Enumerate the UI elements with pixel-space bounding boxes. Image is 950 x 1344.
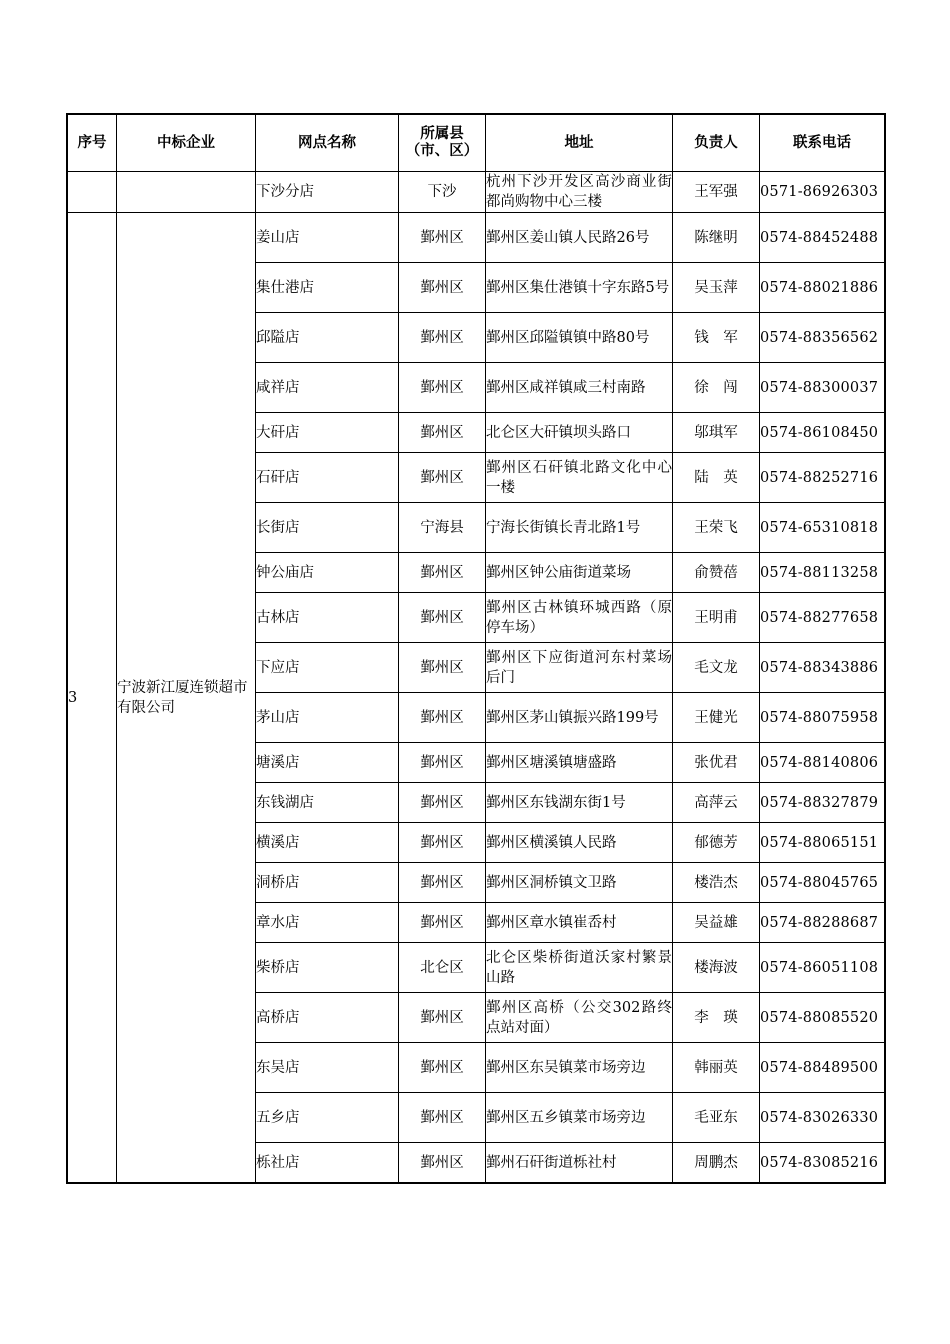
manager-cell: 张优君 <box>673 743 760 783</box>
address-cell: 鄞州区章水镇崔岙村 <box>486 903 673 943</box>
district-cell: 鄞州区 <box>399 453 486 503</box>
outlet-cell: 长街店 <box>256 503 399 553</box>
manager-cell: 陆 英 <box>673 453 760 503</box>
outlet-cell: 柴桥店 <box>256 943 399 993</box>
outlet-cell: 下应店 <box>256 643 399 693</box>
phone-cell: 0574-88140806 <box>760 743 886 783</box>
outlet-cell: 石矸店 <box>256 453 399 503</box>
outlet-cell: 邱隘店 <box>256 313 399 363</box>
outlet-cell: 钟公庙店 <box>256 553 399 593</box>
outlet-cell: 咸祥店 <box>256 363 399 413</box>
address-cell: 鄞州区邱隘镇镇中路80号 <box>486 313 673 363</box>
address-cell: 鄞州区咸祥镇咸三村南路 <box>486 363 673 413</box>
district-cell: 北仑区 <box>399 943 486 993</box>
address-cell: 鄞州区古林镇环城西路（原停车场） <box>486 593 673 643</box>
address-cell: 鄞州石矸街道栎社村 <box>486 1143 673 1184</box>
district-cell: 鄞州区 <box>399 823 486 863</box>
address-cell: 鄞州区石矸镇北路文化中心一楼 <box>486 453 673 503</box>
phone-cell: 0574-88356562 <box>760 313 886 363</box>
district-cell: 鄞州区 <box>399 313 486 363</box>
header-row <box>67 114 885 172</box>
phone-cell: 0574-88327879 <box>760 783 886 823</box>
outlet-cell: 姜山店 <box>256 213 399 263</box>
outlet-cell: 东钱湖店 <box>256 783 399 823</box>
address-cell: 鄞州区姜山镇人民路26号 <box>486 213 673 263</box>
manager-cell: 楼浩杰 <box>673 863 760 903</box>
district-cell: 下沙 <box>399 172 486 213</box>
district-cell: 鄞州区 <box>399 553 486 593</box>
manager-cell: 王健光 <box>673 693 760 743</box>
phone-cell: 0574-65310818 <box>760 503 886 553</box>
manager-cell: 吴玉萍 <box>673 263 760 313</box>
phone-cell: 0574-88452488 <box>760 213 886 263</box>
outlet-cell: 洞桥店 <box>256 863 399 903</box>
address-cell: 鄞州区五乡镇菜市场旁边 <box>486 1093 673 1143</box>
district-cell: 宁海县 <box>399 503 486 553</box>
address-cell: 鄞州区茅山镇振兴路199号 <box>486 693 673 743</box>
enterprise-cell: 宁波新江厦连锁超市有限公司 <box>117 213 256 1184</box>
outlet-cell: 塘溪店 <box>256 743 399 783</box>
phone-cell: 0574-83085216 <box>760 1143 886 1184</box>
manager-cell: 邬琪军 <box>673 413 760 453</box>
outlet-cell: 东吴店 <box>256 1043 399 1093</box>
manager-cell: 郁德芳 <box>673 823 760 863</box>
manager-cell: 李 瑛 <box>673 993 760 1043</box>
district-cell: 鄞州区 <box>399 1143 486 1184</box>
phone-cell: 0574-88085520 <box>760 993 886 1043</box>
header-address: 地址 <box>486 114 673 172</box>
header-outlet: 网点名称 <box>256 114 399 172</box>
phone-cell: 0574-88021886 <box>760 263 886 313</box>
manager-cell: 俞赞蓓 <box>673 553 760 593</box>
phone-cell: 0574-88252716 <box>760 453 886 503</box>
header-district: 所属县（市、区） <box>399 114 486 172</box>
address-cell: 北仑区大矸镇坝头路口 <box>486 413 673 453</box>
district-cell: 鄞州区 <box>399 363 486 413</box>
manager-cell: 吴益雄 <box>673 903 760 943</box>
seq-cell <box>67 172 117 213</box>
outlet-cell: 章水店 <box>256 903 399 943</box>
outlet-cell: 大矸店 <box>256 413 399 453</box>
outlet-cell: 五乡店 <box>256 1093 399 1143</box>
address-cell: 鄞州区东钱湖东街1号 <box>486 783 673 823</box>
seq-cell: 3 <box>67 213 117 1184</box>
district-cell: 鄞州区 <box>399 903 486 943</box>
outlet-cell: 下沙分店 <box>256 172 399 213</box>
phone-cell: 0574-88489500 <box>760 1043 886 1093</box>
manager-cell: 周鹏杰 <box>673 1143 760 1184</box>
district-cell: 鄞州区 <box>399 993 486 1043</box>
district-cell: 鄞州区 <box>399 593 486 643</box>
address-cell: 鄞州区洞桥镇文卫路 <box>486 863 673 903</box>
district-cell: 鄞州区 <box>399 1093 486 1143</box>
outlet-cell: 古林店 <box>256 593 399 643</box>
manager-cell: 徐 闯 <box>673 363 760 413</box>
phone-cell: 0574-88113258 <box>760 553 886 593</box>
district-cell: 鄞州区 <box>399 263 486 313</box>
address-cell: 杭州下沙开发区高沙商业街都尚购物中心三楼 <box>486 172 673 213</box>
phone-cell: 0574-86051108 <box>760 943 886 993</box>
address-cell: 北仑区柴桥街道沃家村繁景山路 <box>486 943 673 993</box>
phone-cell: 0574-86108450 <box>760 413 886 453</box>
address-cell: 鄞州区集仕港镇十字东路5号 <box>486 263 673 313</box>
phone-cell: 0574-88300037 <box>760 363 886 413</box>
phone-cell: 0574-88045765 <box>760 863 886 903</box>
manager-cell: 王明甫 <box>673 593 760 643</box>
header-enterprise: 中标企业 <box>117 114 256 172</box>
outlet-cell: 横溪店 <box>256 823 399 863</box>
district-cell: 鄞州区 <box>399 1043 486 1093</box>
address-cell: 鄞州区钟公庙街道菜场 <box>486 553 673 593</box>
outlet-cell: 栎社店 <box>256 1143 399 1184</box>
header-seq: 序号 <box>67 114 117 172</box>
address-cell: 鄞州区塘溪镇塘盛路 <box>486 743 673 783</box>
address-cell: 鄞州区下应街道河东村菜场后门 <box>486 643 673 693</box>
phone-cell: 0574-88277658 <box>760 593 886 643</box>
manager-cell: 楼海波 <box>673 943 760 993</box>
table-row <box>67 213 885 263</box>
outlet-cell: 集仕港店 <box>256 263 399 313</box>
manager-cell: 钱 军 <box>673 313 760 363</box>
district-cell: 鄞州区 <box>399 693 486 743</box>
table-row <box>67 172 885 213</box>
address-cell: 鄞州区横溪镇人民路 <box>486 823 673 863</box>
phone-cell: 0574-88288687 <box>760 903 886 943</box>
manager-cell: 王荣飞 <box>673 503 760 553</box>
enterprise-cell <box>117 172 256 213</box>
district-cell: 鄞州区 <box>399 643 486 693</box>
header-phone: 联系电话 <box>760 114 886 172</box>
outlet-cell: 高桥店 <box>256 993 399 1043</box>
address-cell: 鄞州区高桥（公交302路终点站对面） <box>486 993 673 1043</box>
phone-cell: 0574-83026330 <box>760 1093 886 1143</box>
address-cell: 宁海长街镇长青北路1号 <box>486 503 673 553</box>
manager-cell: 毛亚东 <box>673 1093 760 1143</box>
district-cell: 鄞州区 <box>399 213 486 263</box>
district-cell: 鄞州区 <box>399 783 486 823</box>
header-manager: 负责人 <box>673 114 760 172</box>
district-cell: 鄞州区 <box>399 413 486 453</box>
district-cell: 鄞州区 <box>399 863 486 903</box>
manager-cell: 毛文龙 <box>673 643 760 693</box>
phone-cell: 0574-88343886 <box>760 643 886 693</box>
phone-cell: 0571-86926303 <box>760 172 886 213</box>
phone-cell: 0574-88075958 <box>760 693 886 743</box>
outlet-cell: 茅山店 <box>256 693 399 743</box>
manager-cell: 韩丽英 <box>673 1043 760 1093</box>
phone-cell: 0574-88065151 <box>760 823 886 863</box>
manager-cell: 高萍云 <box>673 783 760 823</box>
manager-cell: 王军强 <box>673 172 760 213</box>
district-cell: 鄞州区 <box>399 743 486 783</box>
manager-cell: 陈继明 <box>673 213 760 263</box>
outlet-table <box>66 113 886 1184</box>
address-cell: 鄞州区东吴镇菜市场旁边 <box>486 1043 673 1093</box>
